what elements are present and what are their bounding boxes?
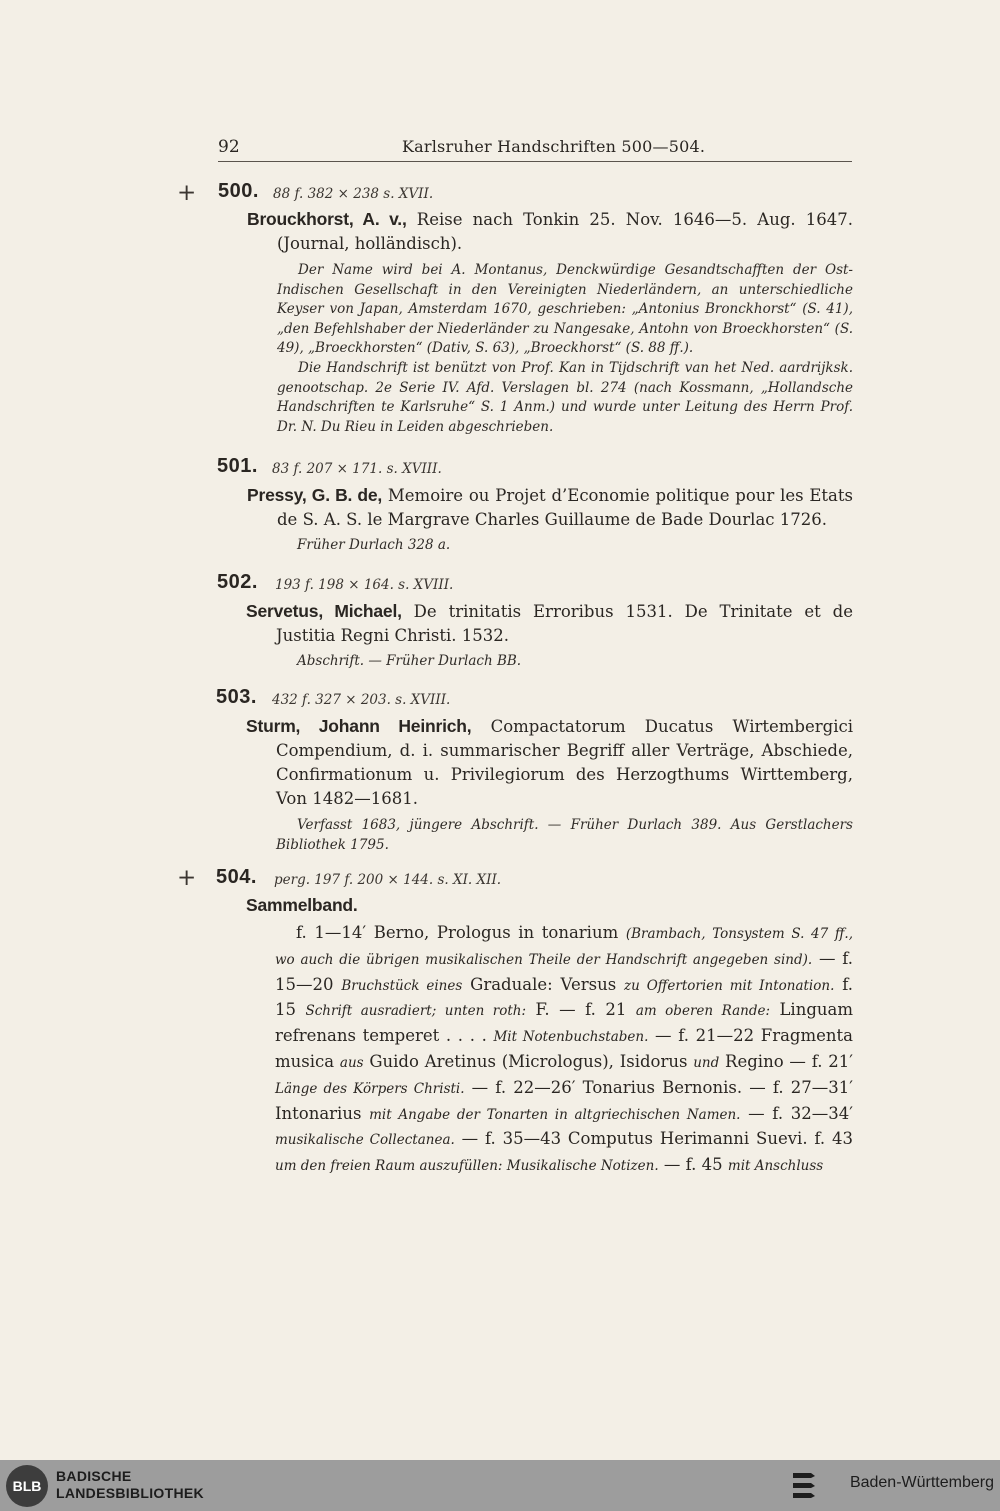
footer-bar bbox=[0, 1460, 1000, 1511]
text-segment: f. 1—14′ Berno, Prologus in tonarium bbox=[296, 923, 626, 942]
page-number: 92 bbox=[218, 137, 240, 157]
italic-segment: und bbox=[693, 1054, 720, 1071]
note-paragraph: Verfasst 1683, jüngere Abschrift. — Früher Durlach 389. Aus Gerstlachers Bibliothek 1795. bbox=[276, 817, 853, 853]
entry-number: 502. bbox=[217, 571, 258, 593]
note-paragraph: Der Name wird bei A. Montanus, Denckwürdige Gesandtschafften der Ost-Indischen Gesellschaft in den Vereinigten Niederländern, an unterschiedliche Keyser von Japan, Amsterdam 1670, geschrieben: „Antonius Bronckhorst“ (S. 41), „den Befehlshaber der Niederländer zu Nangesake, Antohn von Broeckhorsten“ (S. 49), „Broeckhorsten“ (Dativ, S. 63), „Broeckhorst“ (S. 88 ff.). bbox=[277, 262, 853, 357]
blb-logo[interactable]: BLB bbox=[6, 1465, 48, 1507]
note-paragraph: Die Handschrift ist benützt von Prof. Kan in Tijdschrift van het Ned. aardrijksk. genootschap. 2e Serie IV. Afd. Verslagen bl. 274 (nach Kossmann, „Hollandsche Handschriften te Karlsruhe“ S. 1 Anm.) und wurde unter Leitung des Herrn Prof. Dr. N. Du Rieu in Leiden abgeschrieben. bbox=[277, 359, 853, 435]
state-lions-icon bbox=[790, 1470, 820, 1502]
entry-title bbox=[246, 893, 853, 918]
italic-segment: mit Anschluss bbox=[727, 1158, 824, 1175]
entry-number: 501. bbox=[217, 455, 258, 477]
italic-segment: (Brambach, Tonsystem S. 47 ff., wo auch die übrigen musikalischen Theile der Handschrift angegeben sind). bbox=[275, 926, 853, 968]
entry-author: Brouckhorst, A. v., bbox=[247, 209, 407, 229]
text-segment: — f. 32—34′ bbox=[740, 1103, 853, 1123]
entry-note: Abschrift. — Früher Durlach BB. bbox=[297, 653, 522, 669]
entry-note bbox=[276, 816, 853, 855]
text-segment: Regino — f. 21′ bbox=[719, 1051, 854, 1071]
entry-meta: 193 f. 198 × 164. s. XVIII. bbox=[275, 577, 454, 593]
text-segment: F. — f. 21 bbox=[526, 1000, 636, 1020]
text-segment: — f. 22—26′ Tonarius Bernonis. — f. 27—31′ Intonarius bbox=[275, 1077, 853, 1123]
library-name-line1: BADISCHE bbox=[56, 1468, 132, 1484]
text-segment: f. 15 bbox=[275, 974, 853, 1020]
entry-author: Pressy, G. B. de, bbox=[247, 485, 383, 505]
italic-segment: Bruchstück eines bbox=[341, 977, 463, 994]
entry-title bbox=[246, 714, 853, 811]
entry-title-text: Reise nach Tonkin 25. Nov. 1646—5. Aug. 1647. bbox=[406, 210, 854, 229]
entry-number: 504. bbox=[216, 866, 257, 888]
entry-title bbox=[247, 207, 853, 256]
italic-segment: Schrift ausradiert; unten roth: bbox=[305, 1003, 527, 1020]
italic-segment: um den freien Raum auszufüllen: Musikalische Notizen. bbox=[275, 1158, 659, 1175]
text-segment: — f. 21—22 Fragmenta musica bbox=[275, 1026, 853, 1071]
library-name[interactable] bbox=[56, 1468, 204, 1502]
italic-segment: am oberen Rande: bbox=[635, 1003, 770, 1020]
entry-meta: 432 f. 327 × 203. s. XVIII. bbox=[272, 692, 451, 708]
italic-segment: mit Angabe der Tonarten in altgriechischen Namen. bbox=[369, 1106, 741, 1123]
entry-meta: 83 f. 207 × 171. s. XVIII. bbox=[272, 461, 442, 477]
entry-author: Servetus, Michael, bbox=[246, 601, 402, 621]
entry-note bbox=[277, 261, 853, 437]
entry-author: Sammelband. bbox=[246, 895, 358, 915]
text-segment: Linguam refrenans temperet . . . . bbox=[275, 1000, 854, 1046]
entry-number: 500. bbox=[218, 180, 259, 202]
italic-segment: Länge des Körpers Christi. bbox=[275, 1080, 465, 1097]
italic-segment: musikalische Collectanea. bbox=[275, 1132, 455, 1149]
library-name-line2: LANDESBIBLIOTHEK bbox=[56, 1485, 204, 1501]
entry-contents bbox=[275, 921, 853, 1179]
running-title: Karlsruher Handschriften 500—504. bbox=[402, 137, 706, 156]
text-segment: Guido Aretinus (Micrologus), Isidorus bbox=[363, 1051, 694, 1071]
text-segment: — f. 35—43 Computus Herimanni Suevi. f. 43 bbox=[454, 1129, 853, 1149]
entry-title-line2: (Journal, holländisch). bbox=[277, 234, 463, 253]
running-head bbox=[218, 137, 852, 163]
entry-note: Früher Durlach 328 a. bbox=[297, 537, 451, 553]
entry-title-text: De trinitatis Erroribus 1531. De Trinitate et de Justitia Regni Christi. 1532. bbox=[276, 602, 853, 645]
plus-mark: + bbox=[177, 180, 197, 206]
text-segment: Graduale: Versus bbox=[462, 974, 625, 994]
italic-segment: aus bbox=[339, 1054, 364, 1071]
entry-title bbox=[246, 599, 853, 648]
entry-title bbox=[247, 483, 853, 532]
entry-number: 503. bbox=[216, 686, 257, 708]
entry-meta: 88 f. 382 × 238 s. XVII. bbox=[273, 186, 434, 202]
entry-title-text: Memoire ou Projet d’Economie politique pour les Etats de S. A. S. le Margrave Charles Guillaume de Bade Dourlac 1726. bbox=[277, 486, 853, 529]
state-logo-text[interactable]: Baden-Württemberg bbox=[849, 1474, 994, 1491]
plus-mark: + bbox=[177, 865, 197, 891]
italic-segment: zu Offertorien mit Intonation. bbox=[624, 977, 835, 994]
italic-segment: Mit Notenbuchstaben. bbox=[493, 1029, 649, 1046]
entry-author: Sturm, Johann Heinrich, bbox=[246, 716, 472, 736]
entry-meta: perg. 197 f. 200 × 144. s. XI. XII. bbox=[274, 872, 502, 888]
header-rule bbox=[218, 161, 852, 162]
entry-title-text: Compactatorum Ducatus Wirtembergici Compendium, d. i. summarischer Begriff aller Verträge, Abschiede, Confirmationum u. Privilegiorum des Herzogthums Wirttemberg, Von 1482—1681. bbox=[276, 717, 853, 808]
text-segment: — f. 15—20 bbox=[275, 948, 853, 994]
text-segment: — f. 45 bbox=[658, 1155, 728, 1175]
